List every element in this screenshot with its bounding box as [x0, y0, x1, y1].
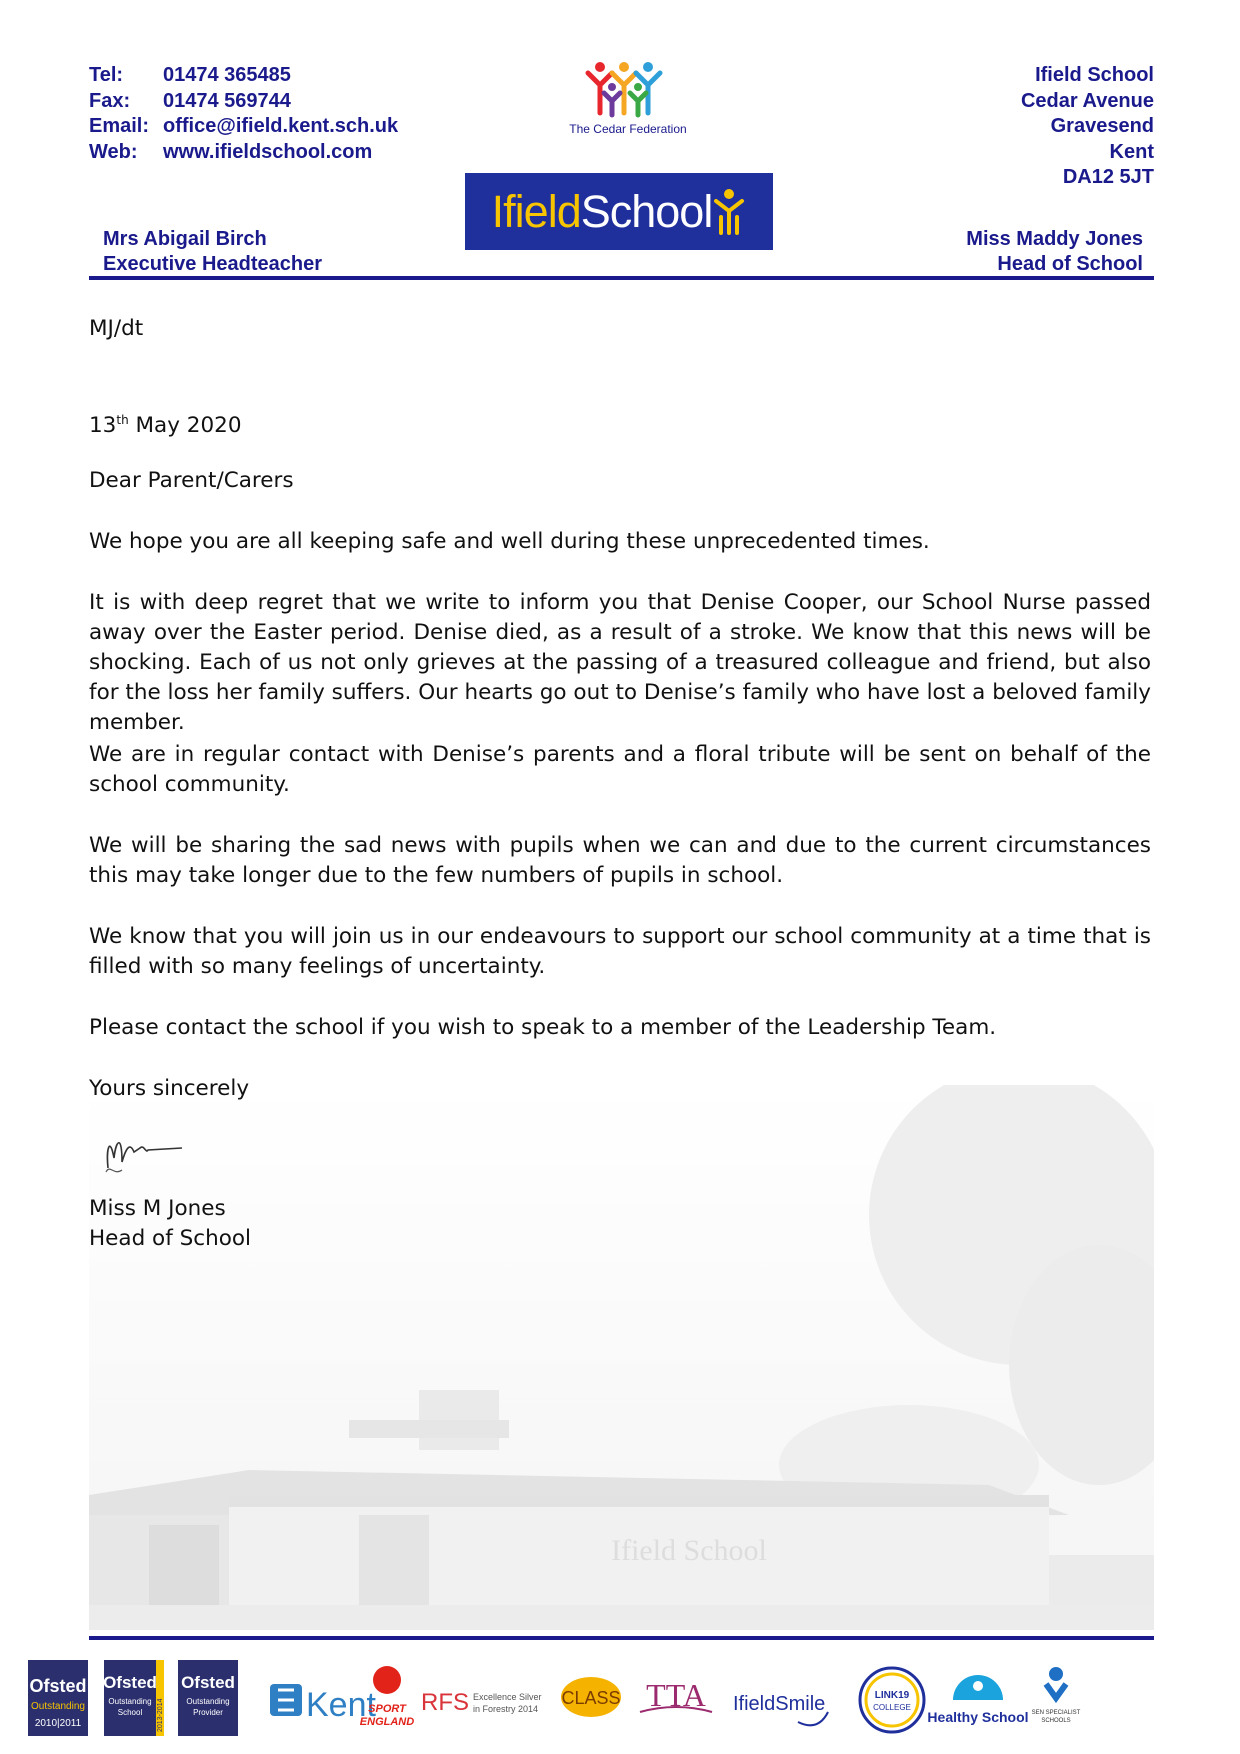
ofsted-logo-2: [103, 1660, 164, 1736]
tel-label: Tel:: [89, 64, 124, 86]
fax-label: Fax:: [89, 89, 131, 112]
svg-text:SCHOOLS: SCHOOLS: [1041, 1718, 1071, 1724]
federation-name: The Cedar Federation: [569, 122, 687, 136]
svg-text:RFS: RFS: [421, 1689, 469, 1716]
tta-logo: [640, 1677, 712, 1713]
letter-paragraph: We know that you will join us in our endeavours to support our school community at a time that is filled with so many feelings of uncertainty.: [89, 924, 1151, 979]
logo-text-ifield: Ifield: [491, 185, 581, 237]
executive-headteacher-block: [103, 227, 322, 277]
photo-sign-text: Ifield School: [611, 1534, 767, 1567]
svg-text:Healthy School: Healthy School: [927, 1709, 1029, 1725]
date-month-year: May 2020: [128, 413, 242, 439]
address-line: Gravesend: [1050, 115, 1154, 137]
svg-text:LINK19: LINK19: [874, 1690, 910, 1701]
letter-reference: MJ/dt: [89, 316, 144, 341]
svg-text:Ofsted: Ofsted: [181, 1673, 235, 1692]
email-label: Email:: [89, 115, 150, 137]
logo-figure-icon: [712, 187, 746, 237]
footer-divider: [89, 1636, 1154, 1640]
svg-text:in Forestry 2014: in Forestry 2014: [473, 1704, 539, 1714]
svg-text:Excellence Silver: Excellence Silver: [473, 1692, 542, 1702]
signatory-title: Head of School: [89, 1226, 251, 1251]
letter-paragraph: We are in regular contact with Denise’s parents and a floral tribute will be sent on behalf of the school community.: [89, 742, 1151, 797]
web-label: Web:: [89, 140, 138, 163]
letter-paragraph: Please contact the school if you wish to speak to a member of the Leadership Team.: [89, 1015, 997, 1040]
address-line: Cedar Avenue: [1020, 89, 1154, 112]
healthy-school-logo: [927, 1675, 1028, 1725]
signature: [100, 1128, 190, 1183]
head-of-school-block: [966, 227, 1143, 277]
svg-text:CLASS: CLASS: [561, 1688, 621, 1708]
letter-date: [89, 405, 1151, 441]
ifield-smile-logo: [733, 1693, 828, 1725]
logo-text-school: School: [580, 185, 713, 237]
svg-text:Ofsted: Ofsted: [103, 1673, 157, 1692]
fax-number: 01474 569744: [163, 89, 291, 112]
ofsted-logo-3: [178, 1660, 238, 1736]
svg-text:SEN SPECIALIST: SEN SPECIALIST: [1031, 1710, 1081, 1716]
web-link[interactable]: www.ifieldschool.com: [163, 140, 373, 163]
svg-text:School: School: [117, 1708, 143, 1717]
tel-number: 01474 365485: [163, 64, 291, 86]
signatory-name: Miss M Jones: [89, 1196, 226, 1221]
svg-text:Outstanding: Outstanding: [31, 1701, 85, 1712]
email-link[interactable]: office@ifield.kent.sch.uk: [163, 115, 399, 137]
link19-college-logo: [860, 1668, 924, 1732]
svg-text:ENGLAND: ENGLAND: [359, 1716, 415, 1728]
svg-text:SPORT: SPORT: [368, 1703, 406, 1715]
svg-text:TTA: TTA: [646, 1677, 706, 1713]
svg-text:COLLEGE: COLLEGE: [873, 1703, 911, 1712]
header-divider: [89, 276, 1154, 280]
letter-paragraph: We will be sharing the sad news with pupils when we can and due to the current circumstances this may take longer due to the few numbers of pupils in school.: [89, 833, 1151, 888]
contact-details: [89, 63, 398, 165]
date-day: 13: [89, 413, 117, 439]
class-logo: [561, 1677, 621, 1717]
svg-text:Ofsted: Ofsted: [29, 1676, 87, 1696]
letter-paragraph: It is with deep regret that we write to inform you that Denise Cooper, our School Nurse passed away over the Easter period. Denise died, as a result of a stroke. We know that this news will be shocking. Each of us not only grieves at the passing of a treasured colleague and friend, but also for the loss her family suffers. Our hearts go out to Denise’s family who have lost a beloved family member.: [89, 590, 1151, 735]
school-address: [1021, 63, 1154, 191]
ifield-school-logo: [465, 173, 773, 250]
svg-text:Provider: Provider: [193, 1708, 223, 1717]
head-of-school-title: Head of School: [997, 253, 1143, 275]
address-line: Kent: [1109, 140, 1154, 163]
address-line: Ifield School: [1035, 64, 1154, 86]
executive-head-title: Executive Headteacher: [103, 253, 323, 275]
date-suffix: th: [116, 413, 129, 427]
address-line: DA12 5JT: [1062, 166, 1154, 188]
svg-text:2013-2014: 2013-2014: [157, 1698, 164, 1732]
svg-text:2010|2011: 2010|2011: [34, 1718, 82, 1729]
svg-text:Outstanding: Outstanding: [186, 1697, 230, 1706]
head-of-school-name: Miss Maddy Jones: [966, 228, 1143, 250]
salutation: Dear Parent/Carers: [89, 468, 294, 493]
svg-text:IfieldSmile: IfieldSmile: [733, 1693, 826, 1715]
closing: Yours sincerely: [89, 1076, 250, 1101]
accreditation-logos: [28, 1652, 1218, 1747]
executive-head-name: Mrs Abigail Birch: [103, 228, 267, 250]
rfs-logo: [421, 1689, 542, 1716]
sen-specialist-schools-logo: [1032, 1667, 1081, 1724]
school-building-photo: [89, 1085, 1154, 1630]
svg-text:Kent: Kent: [306, 1686, 376, 1724]
svg-text:Outstanding: Outstanding: [108, 1697, 152, 1706]
ofsted-logo-1: [28, 1660, 88, 1736]
letter-paragraph: We hope you are all keeping safe and well during these unprecedented times.: [89, 529, 930, 554]
